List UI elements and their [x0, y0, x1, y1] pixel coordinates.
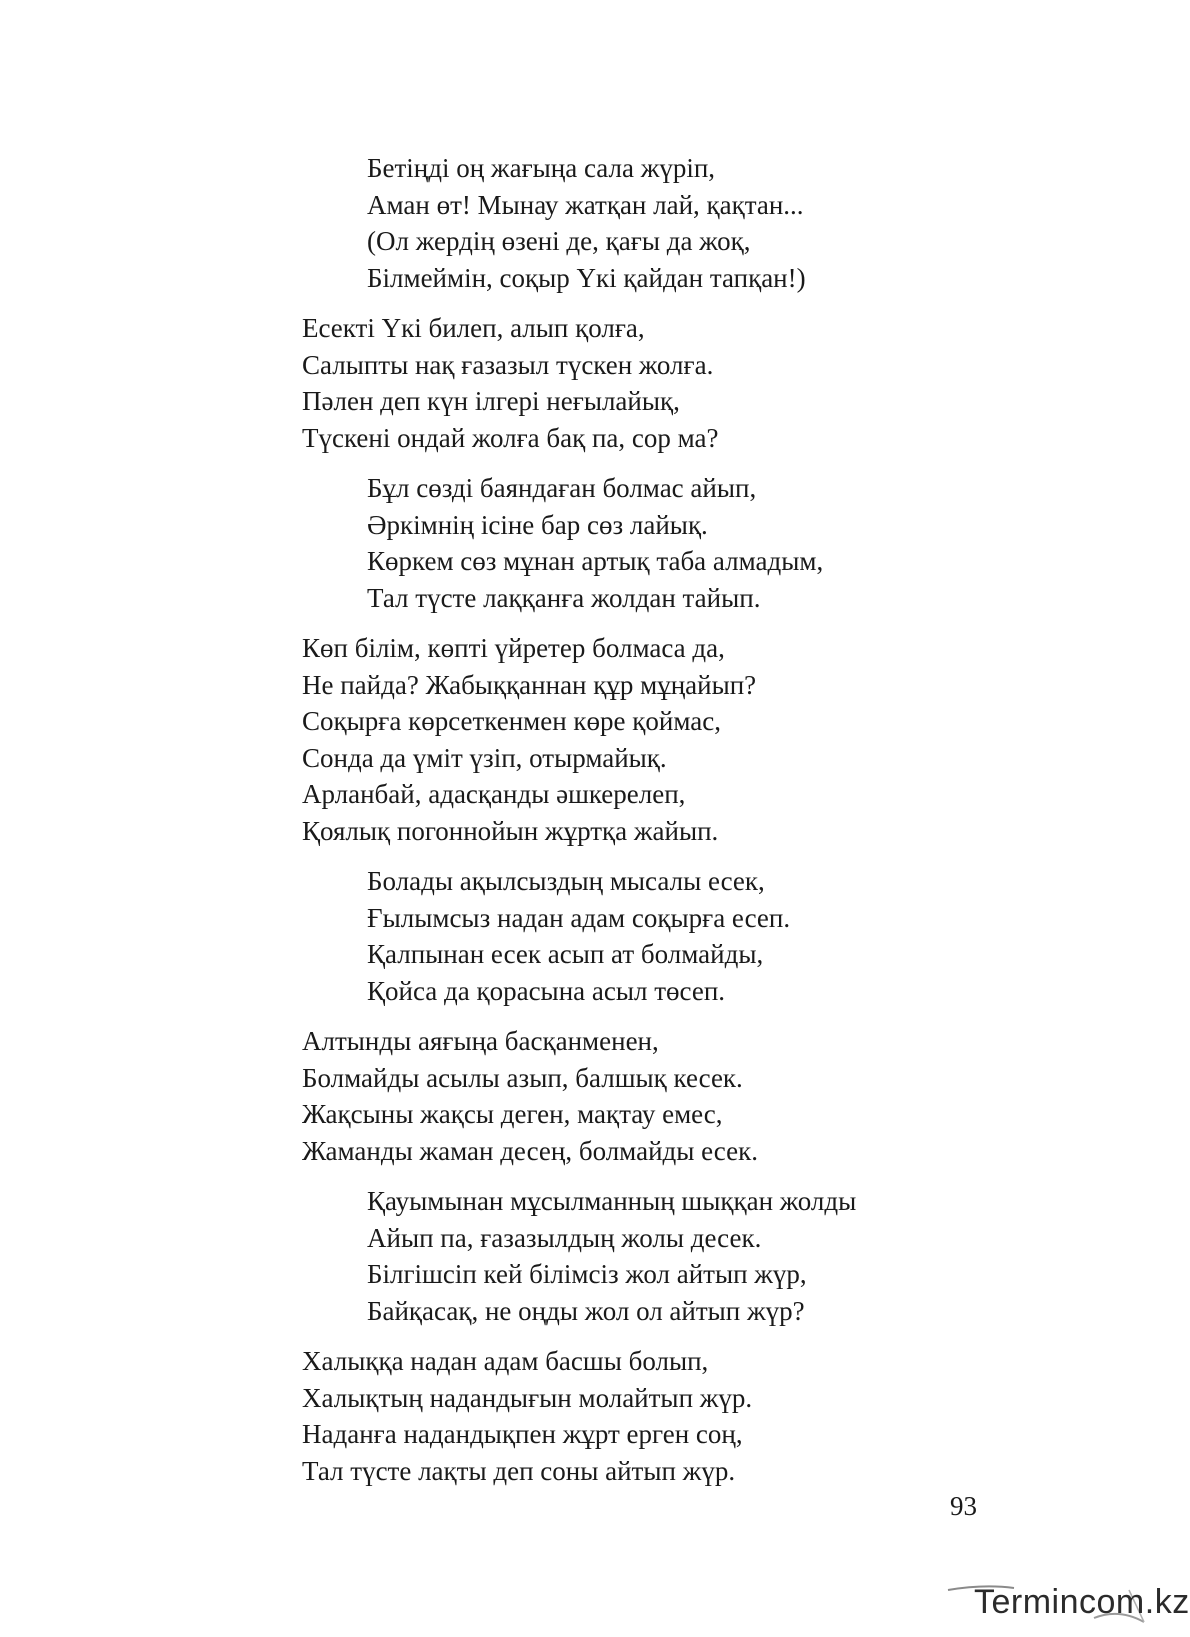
- poem-line: Пәлен деп күн ілгері неғылайық,: [302, 386, 680, 416]
- site-watermark-logo: [944, 1578, 1190, 1628]
- page-number: 93: [950, 1491, 977, 1521]
- poem-line: Жаманды жаман десең, болмайды есек.: [302, 1135, 758, 1166]
- poem-line: Тал түсте лаққанға жолдан тайып.: [367, 582, 761, 613]
- poem-line: Көркем сөз мұнан артық таба алмадым,: [367, 546, 824, 576]
- stanza: [302, 630, 942, 849]
- poem-line: (Ол жердің өзені де, қағы да жоқ,: [367, 226, 751, 256]
- poem-line: Наданға надандықпен жұрт ерген соң,: [302, 1419, 743, 1449]
- poem-line: Тал түсте лақты деп соны айтып жүр.: [302, 1455, 736, 1486]
- stanza: [302, 1023, 942, 1169]
- poem-line: Қауымынан мұсылманның шыққан жолды: [367, 1186, 857, 1216]
- poem-line: Байқасақ, не оңды жол ол айтып жүр?: [367, 1295, 805, 1326]
- poem-line: Алтынды аяғыңа басқанменен,: [302, 1026, 659, 1056]
- stanza: [302, 310, 942, 456]
- poem-line: Аман өт! Мынау жатқан лай, қақтан...: [367, 189, 804, 220]
- poem-line: Бұл сөзді баяндаған болмас айып,: [367, 473, 757, 503]
- poem-line: Айып па, ғазазылдың жолы десек.: [367, 1222, 762, 1253]
- poem-line: Халыққа надан адам басшы болып,: [302, 1346, 709, 1376]
- poem-line: Сонда да үміт үзіп, отырмайық.: [302, 742, 667, 773]
- stanza: [302, 863, 942, 1009]
- poem-line: Арланбай, адасқанды әшкерелеп,: [302, 779, 686, 809]
- poem-line: Білмеймін, соқыр Үкі қайдан тапқан!): [367, 262, 806, 293]
- poem-line: Қоялық погоннойын жұртқа жайып.: [302, 815, 719, 846]
- poem-line: Көп білім, көпті үйретер болмаса да,: [302, 633, 725, 663]
- poem-body: [302, 150, 942, 1503]
- watermark-text: Termincom.kz: [974, 1583, 1190, 1621]
- poem-line: Түскені ондай жолға бақ па, сор ма?: [302, 422, 719, 453]
- stanza: [302, 150, 942, 296]
- stanza: [302, 1343, 942, 1489]
- poem-line: Әркімнің ісіне бар сөз лайық.: [367, 509, 708, 540]
- poem-line: Бетіңді оң жағыңа сала жүріп,: [367, 153, 716, 183]
- poem-line: Не пайда? Жабыққаннан құр мұңайып?: [302, 669, 757, 700]
- poem-line: Ғылымсыз надан адам соқырға есеп.: [367, 902, 791, 933]
- poem-line: Есекті Үкі билеп, алып қолға,: [302, 313, 645, 343]
- poem-line: Салыпты нақ ғазазыл түскен жолға.: [302, 349, 714, 380]
- stanza: [302, 1183, 942, 1329]
- poem-line: Соқырға көрсеткенмен көре қоймас,: [302, 706, 721, 736]
- poem-line: Болады ақылсыздың мысалы есек,: [367, 866, 765, 896]
- poem-line: Жақсыны жақсы деген, мақтау емес,: [302, 1099, 723, 1129]
- poem-line: Халықтың надандығын молайтып жүр.: [302, 1382, 753, 1413]
- poem-line: Болмайды асылы азып, балшық кесек.: [302, 1062, 743, 1093]
- poem-line: Қойса да қорасына асыл төсеп.: [367, 975, 726, 1006]
- poem-line: Қалпынан есек асып ат болмайды,: [367, 939, 764, 969]
- poem-line: Білгішсіп кей білімсіз жол айтып жүр,: [367, 1259, 807, 1289]
- stanza: [302, 470, 942, 616]
